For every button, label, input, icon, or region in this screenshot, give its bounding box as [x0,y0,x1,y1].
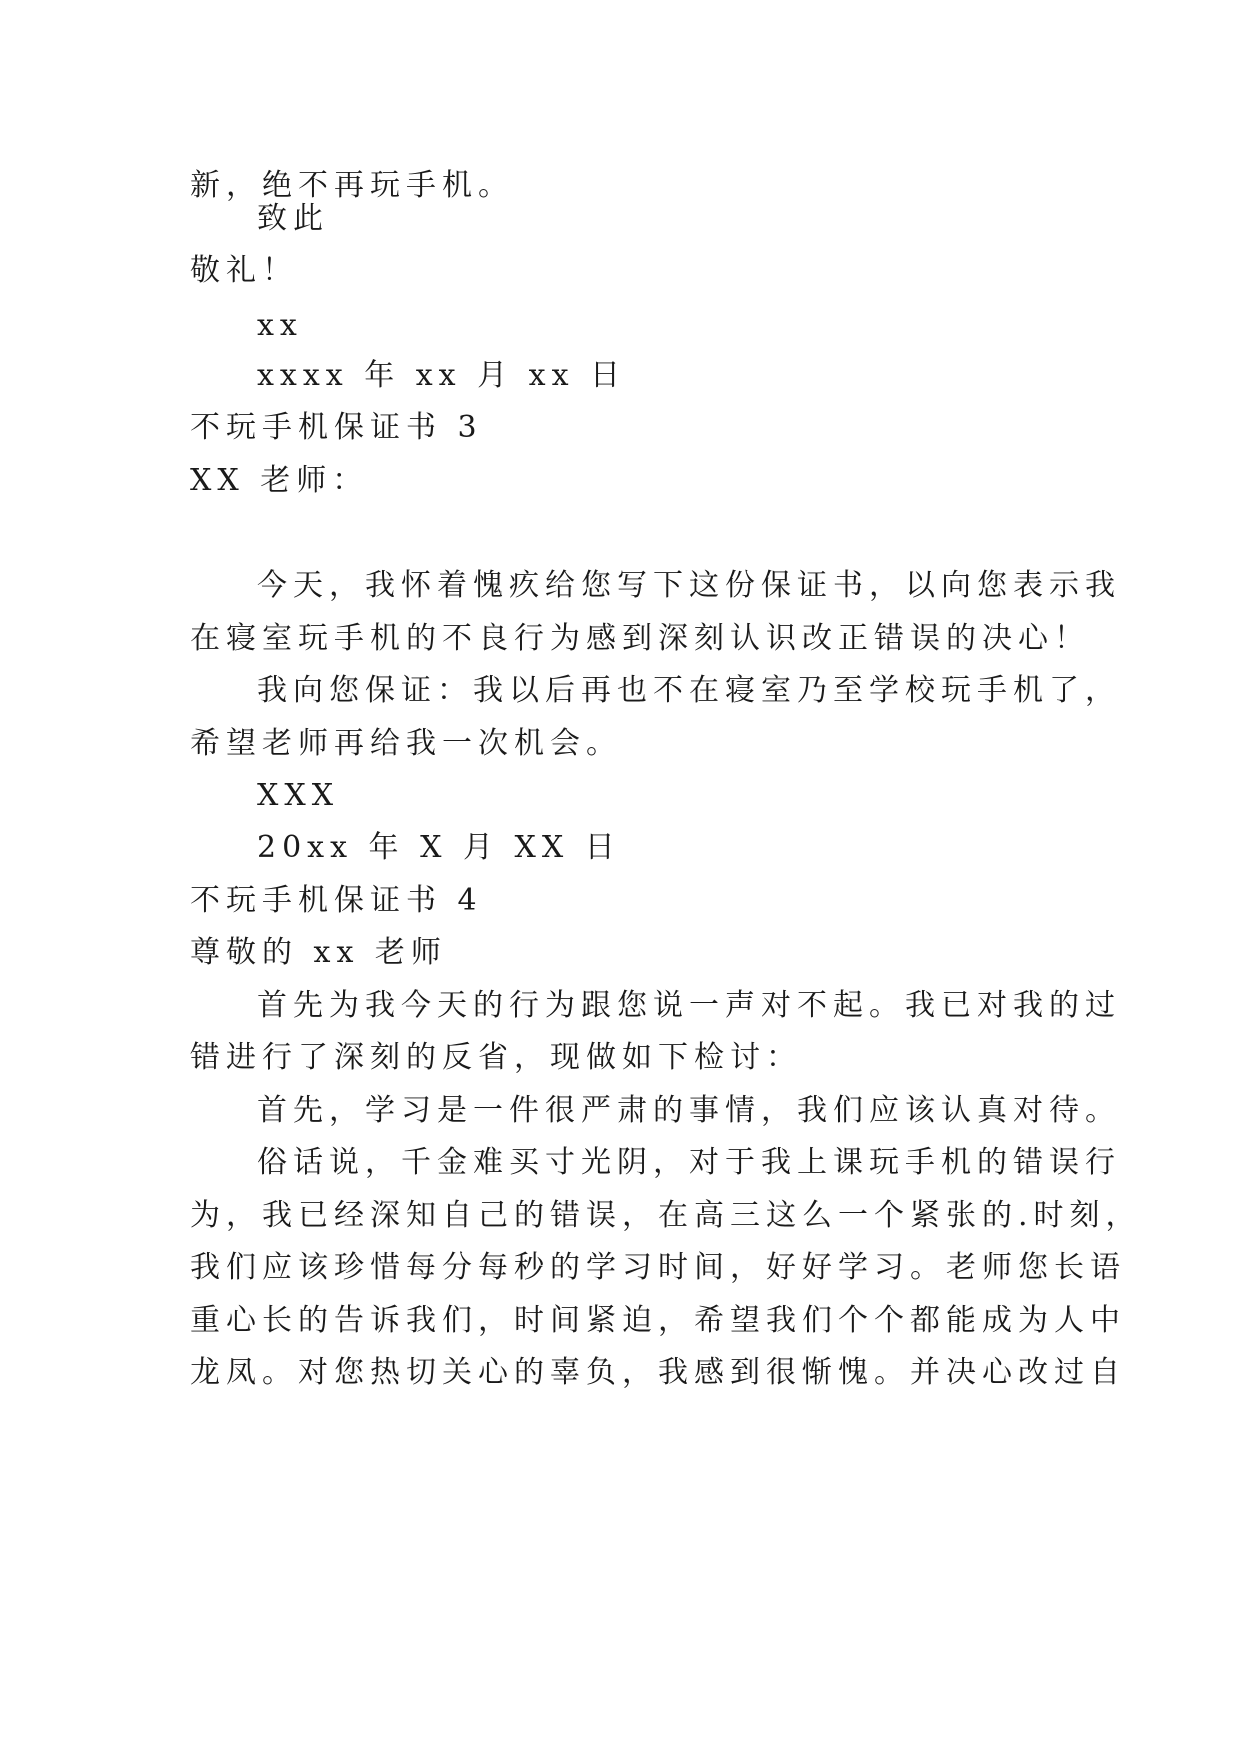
section-title: 不玩手机保证书 3 [190,410,483,445]
paragraph-line: 为，我已经深知自己的错误，在高三这么一个紧张的.时刻， [190,1198,1142,1233]
section-title: 不玩手机保证书 4 [190,883,483,918]
paragraph-line: 首先为我今天的行为跟您说一声对不起。我已对我的过 [257,988,1121,1023]
signature-name: XXX [257,778,340,813]
closing-phrase: 致此 [257,201,329,236]
paragraph-line: 首先，学习是一件很严肃的事情，我们应该认真对待。 [257,1093,1121,1128]
paragraph-line: 错进行了深刻的反省，现做如下检讨： [190,1040,802,1075]
paragraph-line: 龙凤。对您热切关心的辜负，我感到很惭愧。并决心改过自 [190,1355,1126,1390]
signature-date: 20xx 年 X 月 XX 日 [257,830,621,865]
paragraph-line: 我向您保证：我以后再也不在寝室乃至学校玩手机了， [257,673,1121,708]
paragraph-line: 俗话说，千金难买寸光阴，对于我上课玩手机的错误行 [257,1145,1121,1180]
letter-greeting: 尊敬的 xx 老师 [190,935,447,970]
paragraph-line: 在寝室玩手机的不良行为感到深刻认识改正错误的决心！ [190,621,1090,656]
paragraph-line: 希望老师再给我一次机会。 [190,726,622,761]
paragraph-line: 我们应该珍惜每分每秒的学习时间，好好学习。老师您长语 [190,1250,1126,1285]
text-line: 新，绝不再玩手机。 [190,168,514,203]
signature-date: xxxx 年 xx 月 xx 日 [257,358,627,393]
paragraph-line: 今天，我怀着愧疚给您写下这份保证书，以向您表示我 [257,568,1121,603]
letter-greeting: XX 老师： [190,463,369,498]
paragraph-line: 重心长的告诉我们，时间紧迫，希望我们个个都能成为人中 [190,1303,1126,1338]
signature-name: xx [257,308,303,343]
salutation-closing: 敬礼！ [190,253,298,288]
